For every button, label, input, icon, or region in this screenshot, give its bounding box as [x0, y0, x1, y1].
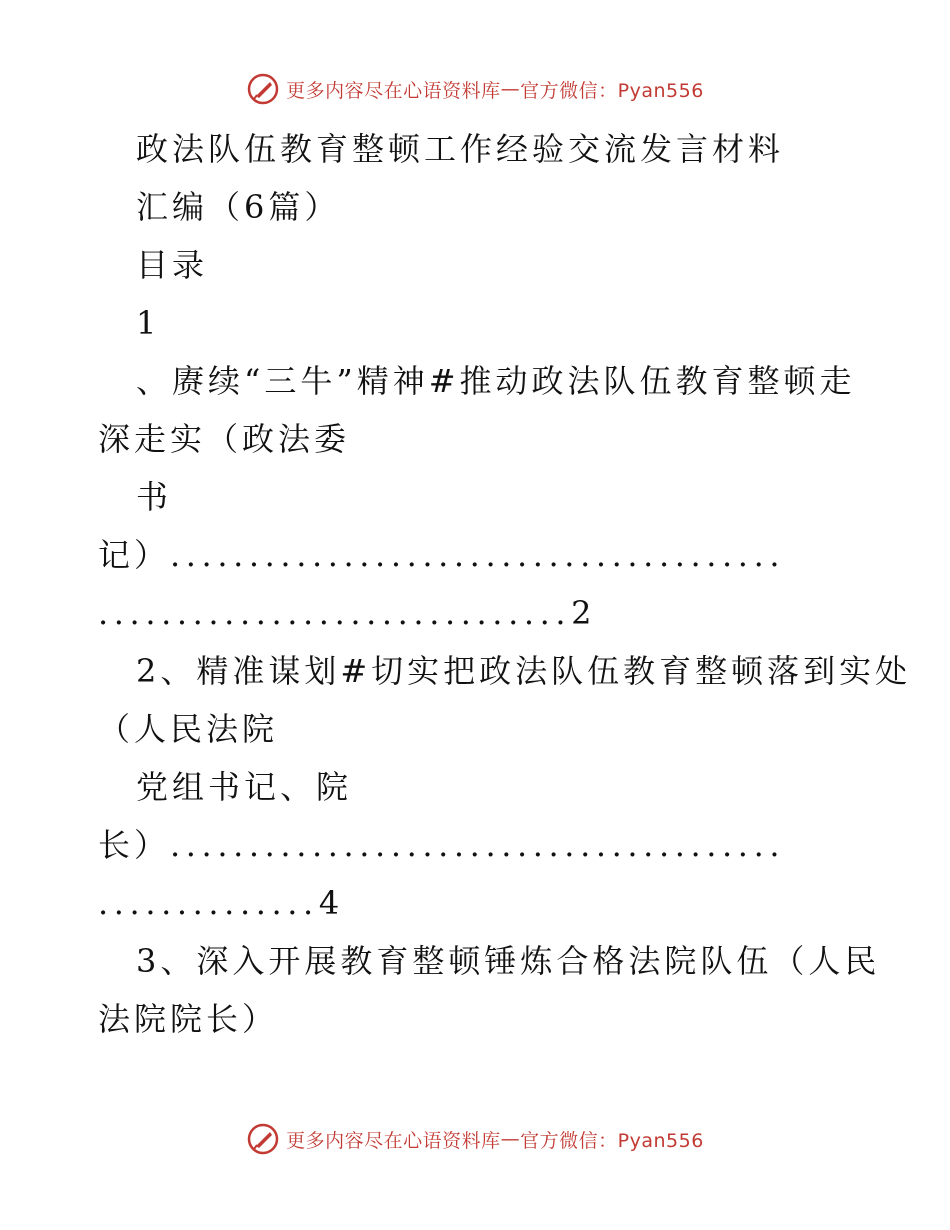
toc-item1-line5 [98, 584, 858, 642]
document-body [98, 120, 912, 1048]
doc-title-line1: 政法队伍教育整顿工作经验交流发言材料 [136, 130, 785, 168]
toc-leader-dots: .............. [98, 884, 319, 922]
toc-item1-text-line4: 记） [98, 536, 171, 574]
toc-item2-text-line1: 2、精准谋划#切实把政法队伍教育整顿落到实处 [136, 652, 912, 690]
toc-item1-text-line2: 深走实（政法委 [98, 420, 351, 458]
toc-heading: 目录 [136, 246, 209, 284]
header-banner [0, 72, 950, 106]
toc-leader-dots: ....................................... [170, 826, 786, 864]
toc-item1-text-line1: 、赓续“三牛”精神#推动政法队伍教育整顿走 [136, 362, 856, 400]
toc-item3-text-line2: 法院院长） [98, 1000, 279, 1038]
toc-item2-text-line2: （人民法院 [98, 710, 279, 748]
banner-text: 更多内容尽在心语资料库 [286, 1129, 501, 1152]
toc-item2-line4 [98, 816, 858, 874]
footer-banner [0, 1122, 950, 1156]
toc-item1-number: 1 [136, 304, 161, 342]
toc-item3-text-line1: 3、深入开展教育整顿锤炼合格法院队伍（人民 [136, 942, 881, 980]
toc-item2-text-line3: 党组书记、院 [136, 768, 353, 806]
toc-item1-page: 2 [571, 594, 596, 632]
toc-item2-line5 [98, 874, 858, 932]
toc-leader-dots: ....................................... [170, 536, 786, 574]
banner-separator: — [500, 78, 521, 100]
banner-wechat: 官方微信：Pyan556 [520, 1129, 704, 1152]
banner-wechat: 官方微信：Pyan556 [520, 79, 704, 102]
toc-leader-dots: .............................. [98, 594, 572, 632]
toc-item2-text-line4: 长） [98, 826, 171, 864]
banner-separator: — [500, 1128, 521, 1150]
toc-item1-line4 [98, 526, 858, 584]
quill-logo-icon [246, 1122, 280, 1156]
toc-item1-text-line3: 书 [136, 478, 173, 516]
toc-item2-page: 4 [318, 884, 344, 922]
banner-text: 更多内容尽在心语资料库 [286, 79, 501, 102]
doc-title-line2: 汇编（6篇） [136, 188, 341, 226]
quill-logo-icon [246, 72, 280, 106]
